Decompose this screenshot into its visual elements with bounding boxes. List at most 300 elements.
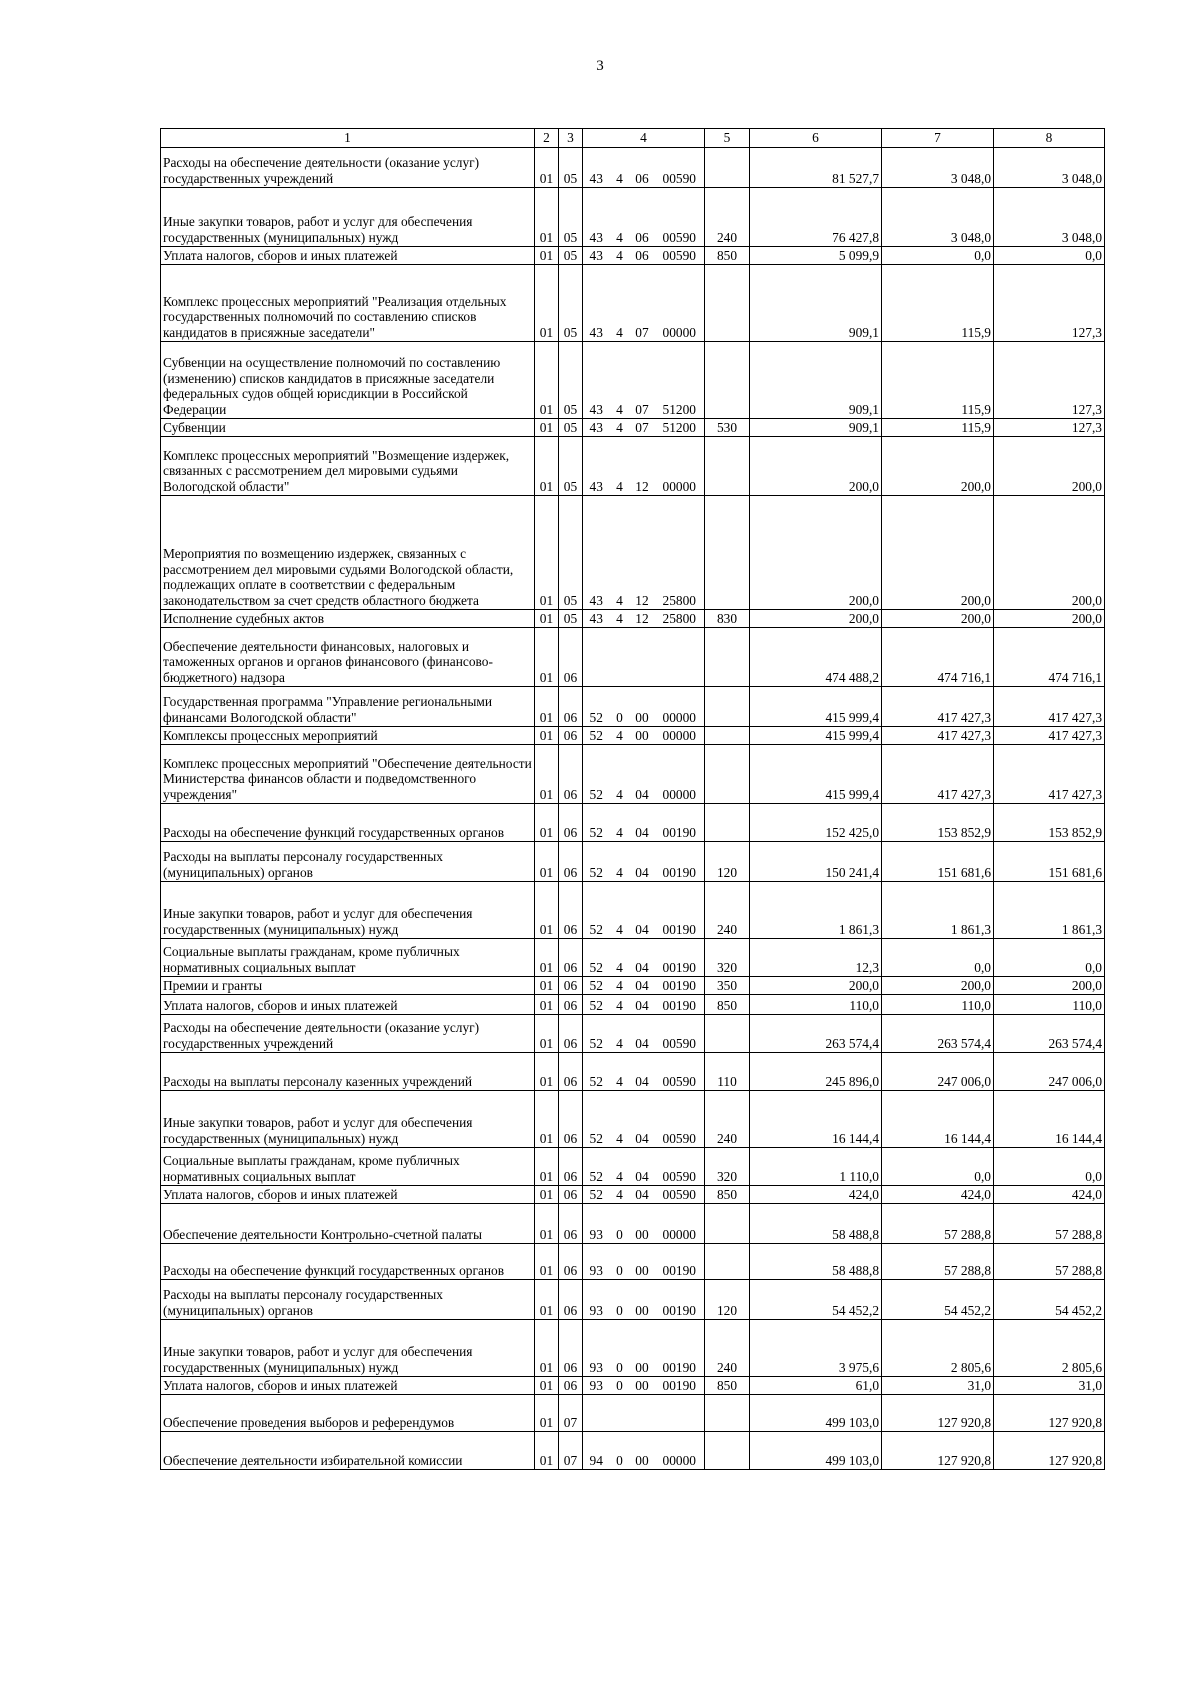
row-col-2: 01 xyxy=(535,804,559,842)
row-name: Уплата налогов, сборов и иных платежей xyxy=(161,1377,535,1395)
row-col-2: 01 xyxy=(535,1053,559,1091)
row-program-code: 43 xyxy=(583,148,610,188)
row-direction-code: 00000 xyxy=(655,437,705,496)
row-name: Субвенции на осуществление полномочий по составлению (изменению) списков кандидатов в присяжные заседатели федеральных судов общей юрисдикции в Российской Федерации xyxy=(161,342,535,419)
row-col-6: 200,0 xyxy=(750,496,882,610)
row-col-2: 01 xyxy=(535,1015,559,1053)
row-subprogram-code: 4 xyxy=(610,995,630,1015)
row-direction-code: 00000 xyxy=(655,687,705,727)
row-program-code: 94 xyxy=(583,1432,610,1470)
row-col-8: 200,0 xyxy=(994,610,1105,628)
row-expense-type: 850 xyxy=(705,1377,750,1395)
row-col-7: 2 805,6 xyxy=(882,1320,994,1377)
row-activity-code: 06 xyxy=(630,188,655,247)
row-expense-type xyxy=(705,1244,750,1280)
row-col-7: 115,9 xyxy=(882,265,994,342)
row-col-8: 263 574,4 xyxy=(994,1015,1105,1053)
row-expense-type: 850 xyxy=(705,1186,750,1204)
row-expense-type: 850 xyxy=(705,247,750,265)
row-program-code: 43 xyxy=(583,437,610,496)
row-col-3: 06 xyxy=(559,1015,583,1053)
row-col-3: 06 xyxy=(559,745,583,804)
table-row xyxy=(161,496,1105,610)
row-col-6: 58 488,8 xyxy=(750,1204,882,1244)
row-name: Обеспечение деятельности избирательной комиссии xyxy=(161,1432,535,1470)
row-activity-code: 04 xyxy=(630,939,655,977)
row-col-3: 05 xyxy=(559,342,583,419)
row-col-6: 499 103,0 xyxy=(750,1395,882,1432)
row-name: Расходы на выплаты персоналу государственных (муниципальных) органов xyxy=(161,1280,535,1320)
row-expense-type xyxy=(705,628,750,687)
row-col-8: 474 716,1 xyxy=(994,628,1105,687)
row-col-2: 01 xyxy=(535,1204,559,1244)
table-row xyxy=(161,1320,1105,1377)
row-col-8: 110,0 xyxy=(994,995,1105,1015)
row-activity-code: 04 xyxy=(630,1186,655,1204)
row-program-code: 43 xyxy=(583,247,610,265)
table-row xyxy=(161,1015,1105,1053)
row-name: Расходы на обеспечение функций государственных органов xyxy=(161,1244,535,1280)
row-col-2: 01 xyxy=(535,610,559,628)
table-row xyxy=(161,437,1105,496)
row-col-8: 127,3 xyxy=(994,342,1105,419)
row-col-3: 06 xyxy=(559,1377,583,1395)
header-col-8: 8 xyxy=(994,129,1105,148)
row-col-8: 417 427,3 xyxy=(994,727,1105,745)
row-expense-type xyxy=(705,148,750,188)
row-col-6: 263 574,4 xyxy=(750,1015,882,1053)
row-col-2: 01 xyxy=(535,188,559,247)
row-col-7: 474 716,1 xyxy=(882,628,994,687)
row-direction-code: 51200 xyxy=(655,342,705,419)
row-col-8: 54 452,2 xyxy=(994,1280,1105,1320)
row-col-8: 200,0 xyxy=(994,977,1105,995)
row-col-3: 06 xyxy=(559,842,583,882)
row-col-7: 417 427,3 xyxy=(882,745,994,804)
row-col-8: 0,0 xyxy=(994,939,1105,977)
table-body xyxy=(161,148,1105,1470)
row-col-6: 16 144,4 xyxy=(750,1091,882,1148)
row-col-7: 200,0 xyxy=(882,437,994,496)
row-col-3: 06 xyxy=(559,995,583,1015)
row-activity-code: 00 xyxy=(630,1204,655,1244)
row-subprogram-code: 4 xyxy=(610,1186,630,1204)
row-col-3: 06 xyxy=(559,1186,583,1204)
row-col-6: 1 110,0 xyxy=(750,1148,882,1186)
row-col-8: 200,0 xyxy=(994,496,1105,610)
row-col-2: 01 xyxy=(535,1091,559,1148)
row-expense-type: 850 xyxy=(705,995,750,1015)
row-col-2: 01 xyxy=(535,1148,559,1186)
row-expense-type xyxy=(705,1432,750,1470)
table-row xyxy=(161,687,1105,727)
row-col-3: 05 xyxy=(559,247,583,265)
row-subprogram-code: 0 xyxy=(610,1280,630,1320)
row-col-6: 61,0 xyxy=(750,1377,882,1395)
row-col-8: 127 920,8 xyxy=(994,1395,1105,1432)
row-direction-code xyxy=(655,628,705,687)
row-subprogram-code: 0 xyxy=(610,1204,630,1244)
row-col-2: 01 xyxy=(535,842,559,882)
row-col-2: 01 xyxy=(535,1244,559,1280)
row-subprogram-code: 4 xyxy=(610,265,630,342)
row-col-7: 200,0 xyxy=(882,610,994,628)
row-col-8: 16 144,4 xyxy=(994,1091,1105,1148)
row-program-code: 43 xyxy=(583,265,610,342)
table-row xyxy=(161,1148,1105,1186)
row-program-code: 93 xyxy=(583,1320,610,1377)
row-name: Обеспечение деятельности финансовых, налоговых и таможенных органов и органов финансового (финансово-бюджетного) надзора xyxy=(161,628,535,687)
row-col-6: 5 099,9 xyxy=(750,247,882,265)
row-expense-type: 240 xyxy=(705,188,750,247)
row-col-7: 0,0 xyxy=(882,939,994,977)
row-direction-code: 51200 xyxy=(655,419,705,437)
row-col-3: 05 xyxy=(559,188,583,247)
row-col-8: 1 861,3 xyxy=(994,882,1105,939)
row-program-code: 52 xyxy=(583,1015,610,1053)
row-subprogram-code: 4 xyxy=(610,437,630,496)
row-col-6: 499 103,0 xyxy=(750,1432,882,1470)
row-col-7: 247 006,0 xyxy=(882,1053,994,1091)
row-subprogram-code: 0 xyxy=(610,1432,630,1470)
row-activity-code: 06 xyxy=(630,148,655,188)
row-col-2: 01 xyxy=(535,419,559,437)
page-number: 3 xyxy=(596,58,604,74)
row-col-2: 01 xyxy=(535,1377,559,1395)
row-col-7: 424,0 xyxy=(882,1186,994,1204)
row-program-code: 52 xyxy=(583,995,610,1015)
row-col-6: 200,0 xyxy=(750,437,882,496)
row-direction-code: 00000 xyxy=(655,727,705,745)
row-subprogram-code: 4 xyxy=(610,842,630,882)
row-program-code: 52 xyxy=(583,842,610,882)
row-col-7: 417 427,3 xyxy=(882,687,994,727)
row-col-7: 3 048,0 xyxy=(882,148,994,188)
row-col-6: 58 488,8 xyxy=(750,1244,882,1280)
row-col-3: 06 xyxy=(559,1053,583,1091)
table-row xyxy=(161,842,1105,882)
row-subprogram-code: 0 xyxy=(610,1320,630,1377)
row-name: Иные закупки товаров, работ и услуг для обеспечения государственных (муниципальных) нужд xyxy=(161,1320,535,1377)
row-activity-code: 04 xyxy=(630,842,655,882)
row-col-7: 200,0 xyxy=(882,977,994,995)
row-program-code: 43 xyxy=(583,610,610,628)
row-program-code: 52 xyxy=(583,939,610,977)
row-col-3: 06 xyxy=(559,628,583,687)
row-col-6: 200,0 xyxy=(750,610,882,628)
row-col-2: 01 xyxy=(535,745,559,804)
row-program-code: 93 xyxy=(583,1204,610,1244)
row-col-6: 415 999,4 xyxy=(750,687,882,727)
row-program-code: 52 xyxy=(583,687,610,727)
row-expense-type xyxy=(705,265,750,342)
row-subprogram-code: 4 xyxy=(610,1091,630,1148)
row-direction-code: 00190 xyxy=(655,1320,705,1377)
table-row xyxy=(161,1053,1105,1091)
row-activity-code: 00 xyxy=(630,1432,655,1470)
row-col-6: 415 999,4 xyxy=(750,745,882,804)
row-direction-code: 00190 xyxy=(655,882,705,939)
row-name: Премии и гранты xyxy=(161,977,535,995)
row-col-3: 06 xyxy=(559,882,583,939)
row-col-2: 01 xyxy=(535,1320,559,1377)
row-subprogram-code: 4 xyxy=(610,882,630,939)
row-expense-type: 350 xyxy=(705,977,750,995)
row-expense-type: 240 xyxy=(705,1091,750,1148)
row-col-7: 417 427,3 xyxy=(882,727,994,745)
row-activity-code: 00 xyxy=(630,1377,655,1395)
row-col-6: 54 452,2 xyxy=(750,1280,882,1320)
row-direction-code: 25800 xyxy=(655,610,705,628)
row-activity-code: 04 xyxy=(630,1091,655,1148)
row-col-3: 05 xyxy=(559,437,583,496)
table-row xyxy=(161,977,1105,995)
row-direction-code: 00000 xyxy=(655,265,705,342)
row-col-2: 01 xyxy=(535,1186,559,1204)
row-col-3: 07 xyxy=(559,1395,583,1432)
row-col-3: 05 xyxy=(559,148,583,188)
row-name: Иные закупки товаров, работ и услуг для обеспечения государственных (муниципальных) нужд xyxy=(161,188,535,247)
row-col-6: 909,1 xyxy=(750,265,882,342)
table-row xyxy=(161,419,1105,437)
row-activity-code: 04 xyxy=(630,882,655,939)
row-col-8: 200,0 xyxy=(994,437,1105,496)
table-row xyxy=(161,247,1105,265)
row-name: Государственная программа "Управление региональными финансами Вологодской области" xyxy=(161,687,535,727)
row-col-7: 57 288,8 xyxy=(882,1244,994,1280)
row-direction-code: 00190 xyxy=(655,804,705,842)
header-col-4: 4 xyxy=(583,129,705,148)
row-direction-code: 00590 xyxy=(655,1053,705,1091)
header-col-7: 7 xyxy=(882,129,994,148)
row-program-code: 93 xyxy=(583,1377,610,1395)
row-expense-type xyxy=(705,1015,750,1053)
row-expense-type xyxy=(705,496,750,610)
row-subprogram-code xyxy=(610,628,630,687)
row-subprogram-code xyxy=(610,1395,630,1432)
row-program-code: 43 xyxy=(583,188,610,247)
row-direction-code: 00590 xyxy=(655,1015,705,1053)
row-col-3: 06 xyxy=(559,977,583,995)
row-direction-code: 00590 xyxy=(655,1186,705,1204)
table-row xyxy=(161,1280,1105,1320)
row-name: Комплекс процессных мероприятий "Возмещение издержек, связанных с рассмотрением дел мировыми судьями Вологодской области" xyxy=(161,437,535,496)
row-name: Комплексы процессных мероприятий xyxy=(161,727,535,745)
row-col-8: 247 006,0 xyxy=(994,1053,1105,1091)
row-program-code: 52 xyxy=(583,1053,610,1091)
row-col-8: 417 427,3 xyxy=(994,745,1105,804)
row-activity-code: 07 xyxy=(630,419,655,437)
row-name: Обеспечение проведения выборов и референдумов xyxy=(161,1395,535,1432)
row-col-6: 12,3 xyxy=(750,939,882,977)
row-expense-type: 240 xyxy=(705,1320,750,1377)
row-col-3: 05 xyxy=(559,265,583,342)
row-program-code: 52 xyxy=(583,977,610,995)
row-activity-code xyxy=(630,628,655,687)
header-col-5: 5 xyxy=(705,129,750,148)
row-col-6: 1 861,3 xyxy=(750,882,882,939)
row-col-2: 01 xyxy=(535,995,559,1015)
row-col-7: 54 452,2 xyxy=(882,1280,994,1320)
row-col-2: 01 xyxy=(535,437,559,496)
row-activity-code: 00 xyxy=(630,1244,655,1280)
row-direction-code: 00590 xyxy=(655,1091,705,1148)
row-subprogram-code: 4 xyxy=(610,148,630,188)
row-col-3: 06 xyxy=(559,1148,583,1186)
row-expense-type: 320 xyxy=(705,939,750,977)
row-col-2: 01 xyxy=(535,687,559,727)
row-name: Обеспечение деятельности Контрольно-счетной палаты xyxy=(161,1204,535,1244)
row-col-8: 424,0 xyxy=(994,1186,1105,1204)
row-col-2: 01 xyxy=(535,628,559,687)
row-col-2: 01 xyxy=(535,1395,559,1432)
row-name: Мероприятия по возмещению издержек, связанных с рассмотрением дел мировыми судьями Вологодской области, подлежащих оплате в соответствии с федеральным законодательством за счет средств областного бюджета xyxy=(161,496,535,610)
row-col-3: 06 xyxy=(559,1091,583,1148)
row-name: Социальные выплаты гражданам, кроме публичных нормативных социальных выплат xyxy=(161,1148,535,1186)
row-col-6: 474 488,2 xyxy=(750,628,882,687)
row-col-6: 245 896,0 xyxy=(750,1053,882,1091)
row-name: Иные закупки товаров, работ и услуг для обеспечения государственных (муниципальных) нужд xyxy=(161,882,535,939)
table-row xyxy=(161,148,1105,188)
row-col-8: 2 805,6 xyxy=(994,1320,1105,1377)
row-direction-code: 00190 xyxy=(655,939,705,977)
row-subprogram-code: 4 xyxy=(610,342,630,419)
table-row xyxy=(161,939,1105,977)
row-subprogram-code: 4 xyxy=(610,188,630,247)
header-col-2: 2 xyxy=(535,129,559,148)
row-subprogram-code: 4 xyxy=(610,496,630,610)
row-col-6: 152 425,0 xyxy=(750,804,882,842)
row-name: Расходы на выплаты персоналу государственных (муниципальных) органов xyxy=(161,842,535,882)
row-expense-type: 120 xyxy=(705,842,750,882)
row-col-3: 05 xyxy=(559,419,583,437)
row-col-8: 31,0 xyxy=(994,1377,1105,1395)
row-direction-code: 00000 xyxy=(655,1432,705,1470)
row-subprogram-code: 4 xyxy=(610,804,630,842)
row-col-2: 01 xyxy=(535,882,559,939)
row-activity-code: 12 xyxy=(630,610,655,628)
row-expense-type: 320 xyxy=(705,1148,750,1186)
table-row xyxy=(161,610,1105,628)
row-activity-code: 04 xyxy=(630,977,655,995)
table-row xyxy=(161,1244,1105,1280)
row-col-6: 200,0 xyxy=(750,977,882,995)
table-row xyxy=(161,1395,1105,1432)
row-program-code: 52 xyxy=(583,727,610,745)
row-col-2: 01 xyxy=(535,1280,559,1320)
row-col-3: 06 xyxy=(559,1280,583,1320)
row-activity-code: 12 xyxy=(630,437,655,496)
row-col-3: 05 xyxy=(559,610,583,628)
table-row xyxy=(161,342,1105,419)
row-name: Субвенции xyxy=(161,419,535,437)
row-subprogram-code: 4 xyxy=(610,977,630,995)
header-col-3: 3 xyxy=(559,129,583,148)
row-col-8: 127 920,8 xyxy=(994,1432,1105,1470)
row-direction-code: 00590 xyxy=(655,247,705,265)
table-row xyxy=(161,1204,1105,1244)
row-col-8: 153 852,9 xyxy=(994,804,1105,842)
row-subprogram-code: 4 xyxy=(610,247,630,265)
row-name: Расходы на обеспечение деятельности (оказание услуг) государственных учреждений xyxy=(161,148,535,188)
table-row xyxy=(161,1432,1105,1470)
row-name: Уплата налогов, сборов и иных платежей xyxy=(161,1186,535,1204)
table-header-row xyxy=(161,129,1105,148)
row-name: Уплата налогов, сборов и иных платежей xyxy=(161,995,535,1015)
row-direction-code: 00590 xyxy=(655,1148,705,1186)
row-col-8: 3 048,0 xyxy=(994,148,1105,188)
row-col-7: 115,9 xyxy=(882,342,994,419)
row-program-code: 52 xyxy=(583,804,610,842)
row-activity-code: 07 xyxy=(630,265,655,342)
row-col-2: 01 xyxy=(535,939,559,977)
row-col-7: 153 852,9 xyxy=(882,804,994,842)
row-expense-type xyxy=(705,1204,750,1244)
row-activity-code: 00 xyxy=(630,1280,655,1320)
row-col-7: 115,9 xyxy=(882,419,994,437)
table-row xyxy=(161,882,1105,939)
row-col-6: 3 975,6 xyxy=(750,1320,882,1377)
row-col-2: 01 xyxy=(535,977,559,995)
budget-table xyxy=(160,128,1105,1470)
table-row xyxy=(161,628,1105,687)
row-program-code: 93 xyxy=(583,1244,610,1280)
row-activity-code: 07 xyxy=(630,342,655,419)
row-direction-code: 00190 xyxy=(655,1244,705,1280)
row-col-2: 01 xyxy=(535,727,559,745)
row-program-code xyxy=(583,1395,610,1432)
row-col-8: 127,3 xyxy=(994,419,1105,437)
row-col-7: 151 681,6 xyxy=(882,842,994,882)
row-expense-type xyxy=(705,727,750,745)
header-col-6: 6 xyxy=(750,129,882,148)
row-subprogram-code: 4 xyxy=(610,1053,630,1091)
row-activity-code: 00 xyxy=(630,687,655,727)
table-row xyxy=(161,745,1105,804)
row-col-3: 07 xyxy=(559,1432,583,1470)
row-col-3: 05 xyxy=(559,496,583,610)
row-direction-code: 00590 xyxy=(655,148,705,188)
table-row xyxy=(161,804,1105,842)
row-col-7: 0,0 xyxy=(882,1148,994,1186)
row-direction-code: 00590 xyxy=(655,188,705,247)
row-col-8: 0,0 xyxy=(994,1148,1105,1186)
row-direction-code: 00000 xyxy=(655,745,705,804)
row-col-2: 01 xyxy=(535,148,559,188)
row-direction-code: 00000 xyxy=(655,1204,705,1244)
row-expense-type: 120 xyxy=(705,1280,750,1320)
row-name: Социальные выплаты гражданам, кроме публичных нормативных социальных выплат xyxy=(161,939,535,977)
row-subprogram-code: 0 xyxy=(610,687,630,727)
table-row xyxy=(161,995,1105,1015)
row-col-6: 76 427,8 xyxy=(750,188,882,247)
row-expense-type: 830 xyxy=(705,610,750,628)
row-expense-type xyxy=(705,687,750,727)
row-col-7: 1 861,3 xyxy=(882,882,994,939)
table-row xyxy=(161,265,1105,342)
row-subprogram-code: 4 xyxy=(610,939,630,977)
row-expense-type xyxy=(705,1395,750,1432)
row-activity-code: 04 xyxy=(630,745,655,804)
table-row xyxy=(161,1186,1105,1204)
row-activity-code xyxy=(630,1395,655,1432)
row-direction-code: 25800 xyxy=(655,496,705,610)
row-col-2: 01 xyxy=(535,247,559,265)
row-col-3: 06 xyxy=(559,804,583,842)
row-col-3: 06 xyxy=(559,1244,583,1280)
row-name: Расходы на обеспечение функций государственных органов xyxy=(161,804,535,842)
row-subprogram-code: 0 xyxy=(610,1244,630,1280)
